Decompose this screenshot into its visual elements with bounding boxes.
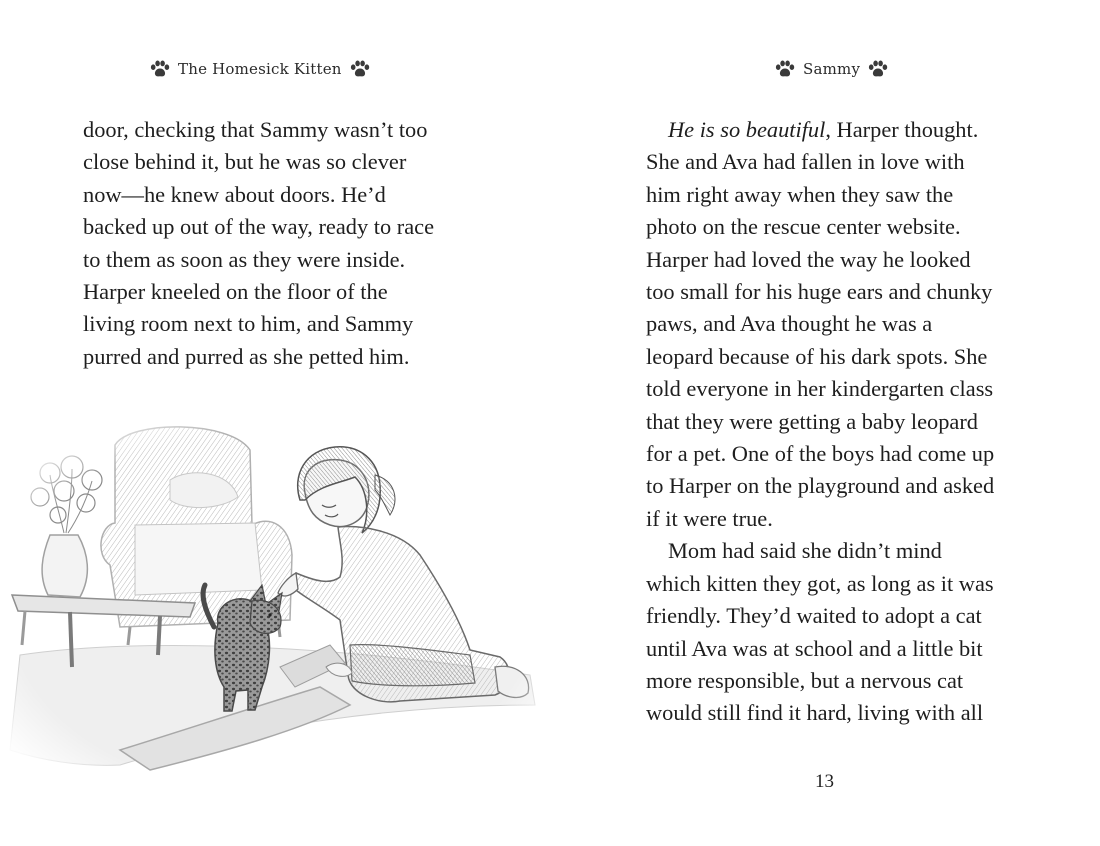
text-line: that they were getting a baby leopard xyxy=(646,408,979,434)
paw-print-icon xyxy=(775,60,795,78)
paw-print-icon xyxy=(868,60,888,78)
text-line: backed up out of the way, ready to race xyxy=(83,214,435,240)
text-line: paws, and Ava thought he was a xyxy=(646,311,933,337)
text-line: told everyone in her kindergarten class xyxy=(646,376,994,402)
right-page xyxy=(550,0,1100,846)
left-body-text xyxy=(83,114,434,373)
text-line xyxy=(646,114,994,146)
text-line: to them as soon as they were inside. xyxy=(83,246,406,272)
right-body-text xyxy=(646,114,994,730)
text-line: which kitten they got, as long as it was xyxy=(646,570,994,596)
text-line: Harper kneeled on the floor of the xyxy=(83,279,388,305)
text-line: close behind it, but he was so clever xyxy=(83,149,407,175)
text-line: She and Ava had fallen in love with xyxy=(646,149,965,175)
chapter-title: Sammy xyxy=(803,60,861,78)
text-line: Mom had said she didn’t mind xyxy=(668,538,942,564)
italic-thought: He is so beautiful xyxy=(668,117,826,142)
text-line: friendly. They’d waited to adopt a cat xyxy=(646,603,982,629)
book-title: The Homesick Kitten xyxy=(178,60,342,78)
running-head-right xyxy=(775,60,888,78)
running-head-left xyxy=(150,60,370,78)
girl-petting-kitten-illustration xyxy=(0,405,545,780)
text-line: Harper had loved the way he looked xyxy=(646,246,971,272)
text-line: him right away when they saw the xyxy=(646,181,954,207)
paw-print-icon xyxy=(350,60,370,78)
page-number: 13 xyxy=(815,771,834,792)
text-line: door, checking that Sammy wasn’t too xyxy=(83,117,428,142)
text-line: now—he knew about doors. He’d xyxy=(83,181,386,207)
text-line: would still find it hard, living with all xyxy=(646,700,984,726)
text-line: leopard because of his dark spots. She xyxy=(646,343,988,369)
text-line: until Ava was at school and a little bit xyxy=(646,635,983,661)
text-line: if it were true. xyxy=(646,505,773,531)
text-line: too small for his huge ears and chunky xyxy=(646,279,993,305)
paw-print-icon xyxy=(150,60,170,78)
text-line: to Harper on the playground and asked xyxy=(646,473,995,499)
text-fragment: , Harper thought. xyxy=(825,117,979,142)
text-line: more responsible, but a nervous cat xyxy=(646,667,964,693)
text-line: photo on the rescue center website. xyxy=(646,214,961,240)
text-line: purred and purred as she petted him. xyxy=(83,343,410,369)
text-line: living room next to him, and Sammy xyxy=(83,311,414,337)
text-line: for a pet. One of the boys had come up xyxy=(646,441,995,467)
